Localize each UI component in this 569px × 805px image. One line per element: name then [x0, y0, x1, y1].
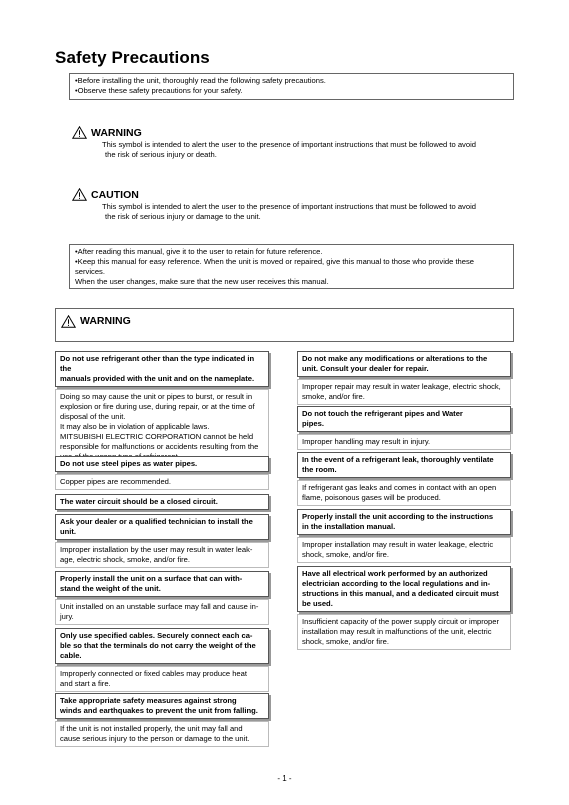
precaution-item: [297, 452, 511, 506]
caution-symbol-label: CAUTION: [91, 188, 139, 201]
heading-line: in the installation manual.: [302, 522, 396, 531]
heading-line: Take appropriate safety measures against strong: [60, 696, 237, 705]
precaution-body: [297, 434, 511, 450]
page-title: Safety Precautions: [55, 48, 210, 67]
body-line: shock, smoke, and/or fire.: [302, 550, 389, 559]
heading-line: cable.: [60, 651, 82, 660]
body-line: It may also be in violation of applicable laws.: [60, 422, 210, 431]
warning-triangle-icon: [72, 126, 87, 139]
precaution-body: [55, 474, 269, 490]
body-line: Improperly connected or fixed cables may produce heat: [60, 669, 247, 678]
heading-line: unit. Consult your dealer for repair.: [302, 364, 429, 373]
heading-line: be used.: [302, 599, 333, 608]
precaution-body: [55, 721, 269, 747]
precaution-item: [55, 456, 269, 490]
manual-note-box: [69, 244, 514, 289]
body-line: smoke, and/or fire.: [302, 392, 365, 401]
intro-line: •Observe these safety precautions for your safety.: [75, 86, 243, 95]
heading-line: Properly install the unit on a surface that can with-: [60, 574, 243, 583]
precaution-heading: [55, 456, 269, 472]
precaution-heading: [55, 571, 269, 597]
precaution-body: [55, 666, 269, 692]
precaution-heading: [297, 509, 511, 535]
precaution-body: [55, 389, 269, 465]
intro-line: •Before installing the unit, thoroughly read the following safety precautions.: [75, 76, 326, 85]
body-line: Improper repair may result in water leakage, electric shock,: [302, 382, 501, 391]
body-line: disposal of the unit.: [60, 412, 126, 421]
precaution-heading: [297, 566, 511, 612]
precaution-heading: [297, 452, 511, 478]
warning-symbol-label: WARNING: [91, 126, 142, 139]
body-line: responsible for malfunctions or accidents resulting from the: [60, 442, 259, 451]
precaution-heading: [297, 351, 511, 377]
precaution-body: [297, 480, 511, 506]
precaution-body: [297, 614, 511, 650]
body-line: Unit installed on an unstable surface may fall and cause in-: [60, 602, 259, 611]
body-line: If refrigerant gas leaks and comes in contact with an open: [302, 483, 497, 492]
precaution-item: [297, 406, 511, 450]
precaution-heading: [55, 693, 269, 719]
precaution-item: [55, 494, 269, 510]
heading-line: Do not use steel pipes as water pipes.: [60, 459, 198, 468]
body-line: cause serious injury to the person or damage to the unit.: [60, 734, 250, 743]
body-line: flame, poisonous gases will be produced.: [302, 493, 441, 502]
precaution-body: [55, 599, 269, 625]
intro-box: [69, 73, 514, 100]
precaution-item: [297, 351, 511, 405]
body-line: Copper pipes are recommended.: [60, 477, 172, 486]
warning-symbol-section: [72, 126, 512, 160]
heading-line: electrician according to the local regulations and in-: [302, 579, 491, 588]
body-line: installation may result in malfunctions of the unit, electric: [302, 627, 492, 636]
precaution-item: [55, 571, 269, 625]
note-line: •After reading this manual, give it to the user to retain for future reference.: [75, 247, 323, 256]
heading-line: The water circuit should be a closed circuit.: [60, 497, 218, 506]
precaution-item: [55, 514, 269, 568]
body-line: age, electric shock, smoke, and/or fire.: [60, 555, 190, 564]
precaution-body: [297, 537, 511, 563]
body-line: shock, smoke, and/or fire.: [302, 637, 389, 646]
precaution-item: [297, 509, 511, 563]
precaution-body: [55, 542, 269, 568]
heading-line: stand the weight of the unit.: [60, 584, 161, 593]
heading-line: In the event of a refrigerant leak, thoroughly ventilate: [302, 455, 494, 464]
heading-line: Do not touch the refrigerant pipes and Water: [302, 409, 463, 418]
caution-symbol-text: the risk of serious injury or damage to the unit.: [105, 212, 261, 221]
heading-line: Do not use refrigerant other than the type indicated in the: [60, 354, 255, 373]
precaution-item: [55, 351, 269, 465]
body-line: explosion or fire during use, during repair, or at the time of: [60, 402, 255, 411]
heading-line: Ask your dealer or a qualified technician to install the: [60, 517, 253, 526]
precaution-heading: [55, 628, 269, 664]
body-line: Insufficient capacity of the power supply circuit or improper: [302, 617, 499, 626]
note-line: services.: [75, 267, 105, 276]
precaution-item: [55, 628, 269, 692]
heading-line: unit.: [60, 527, 77, 536]
caution-symbol-text: This symbol is intended to alert the user to the presence of important instructions that must be followed to avoid: [102, 202, 476, 211]
heading-line: ble so that the terminals do not carry the weight of the: [60, 641, 256, 650]
heading-line: Do not make any modifications or alterations to the: [302, 354, 488, 363]
body-line: Improper installation by the user may result in water leak-: [60, 545, 253, 554]
warning-symbol-text: the risk of serious injury or death.: [105, 150, 217, 159]
body-line: Improper handling may result in injury.: [302, 437, 431, 446]
warning-symbol-text: This symbol is intended to alert the user to the presence of important instructions that must be followed to avoid: [102, 140, 476, 149]
heading-line: structions in this manual, and a dedicated circuit must: [302, 589, 499, 598]
caution-triangle-icon: [72, 188, 87, 201]
heading-line: pipes.: [302, 419, 324, 428]
body-line: MITSUBISHI ELECTRIC CORPORATION cannot be held: [60, 432, 254, 441]
precaution-heading: [55, 494, 269, 510]
note-line: •Keep this manual for easy reference. When the unit is moved or repaired, give this manual to those who provide these: [75, 257, 475, 266]
heading-line: manuals provided with the unit and on the nameplate.: [60, 374, 255, 383]
heading-line: Only use specified cables. Securely connect each ca-: [60, 631, 253, 640]
note-line: When the user changes, make sure that the new user receives this manual.: [75, 277, 329, 286]
precaution-heading: [297, 406, 511, 432]
page-number: - 1 -: [277, 774, 292, 783]
precaution-item: [55, 693, 269, 747]
heading-line: the room.: [302, 465, 337, 474]
body-line: If the unit is not installed properly, the unit may fall and: [60, 724, 243, 733]
warning-section-label: WARNING: [80, 315, 131, 327]
precaution-heading: [55, 351, 269, 387]
heading-line: Properly install the unit according to the instructions: [302, 512, 494, 521]
body-line: Improper installation may result in water leakage, electric: [302, 540, 494, 549]
warning-section-header: [55, 308, 514, 342]
heading-line: winds and earthquakes to prevent the unit from falling.: [60, 706, 258, 715]
body-line: and start a fire.: [60, 679, 111, 688]
precaution-heading: [55, 514, 269, 540]
heading-line: Have all electrical work performed by an authorized: [302, 569, 488, 578]
precaution-item: [297, 566, 511, 650]
body-line: Doing so may cause the unit or pipes to burst, or result in: [60, 392, 253, 401]
body-line: jury.: [60, 612, 74, 621]
warning-triangle-icon: [61, 315, 76, 328]
precaution-body: [297, 379, 511, 405]
caution-symbol-section: [72, 188, 512, 222]
